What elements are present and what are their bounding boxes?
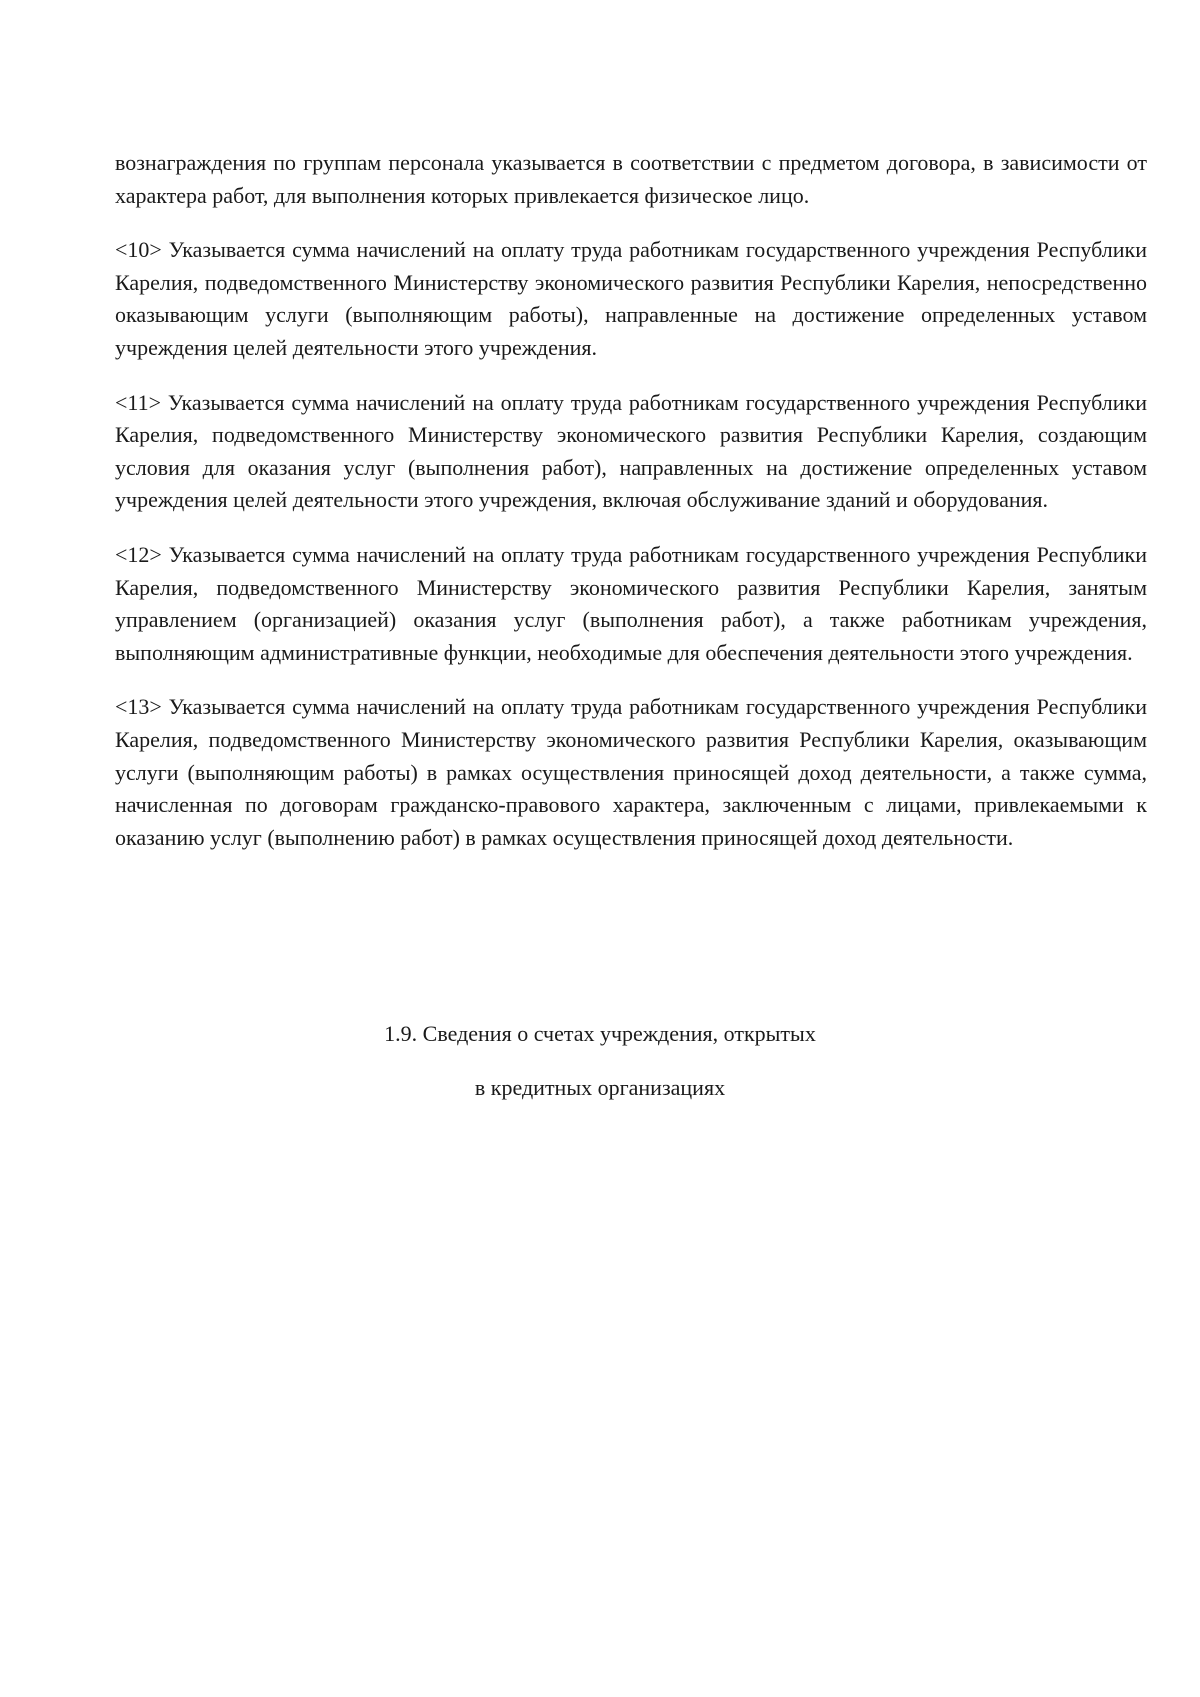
footnote-10: <10> Указывается сумма начислений на оплату труда работникам государственного учреждения Республики Карелия, подведомственного Министерству экономического развития Республики Карелия, непосредственно оказывающим услуги (выполняющим работы), направленные на достижение определенных уставом учреждения целей деятельности этого учреждения. [115, 237, 1147, 360]
footnote-13: <13> Указывается сумма начислений на оплату труда работникам государственного учреждения Республики Карелия, подведомственного Министерству экономического развития Республики Карелия, оказывающим услуги (выполняющим работы) в рамках осуществления приносящей доход деятельности, а также сумма, начисленная по договорам гражданско-правового характера, заключенным с лицами, привлекаемыми к оказанию услуг (выполнению работ) в рамках осуществления приносящей доход деятельности. [115, 694, 1147, 850]
section-heading-line-2: в кредитных организациях [474, 1075, 726, 1100]
footnote-11: <11> Указывается сумма начислений на оплату труда работникам государственного учреждения Республики Карелия, подведомственного Министерству экономического развития Республики Карелия, создающим условия для оказания услуг (выполнения работ), направленных на достижение определенных уставом учреждения целей деятельности этого учреждения, включая обслуживание зданий и оборудования. [115, 389, 1147, 513]
footnote-continuation: вознаграждения по группам персонала указывается в соответствии с предметом договора, в зависимости от характера работ, для выполнения которых привлекается физическое лицо. [115, 150, 1147, 208]
footnotes-block [115, 147, 1147, 876]
footnote-12: <12> Указывается сумма начислений на оплату труда работникам государственного учреждения Республики Карелия, подведомственного Министерству экономического развития Республики Карелия, занятым управлением (организацией) оказания услуг (выполнения работ), а также работникам учреждения, выполняющим административные функции, необходимые для обеспечения деятельности этого учреждения. [115, 541, 1147, 665]
section-heading-line-1: 1.9. Сведения о счетах учреждения, открытых [384, 1021, 816, 1046]
